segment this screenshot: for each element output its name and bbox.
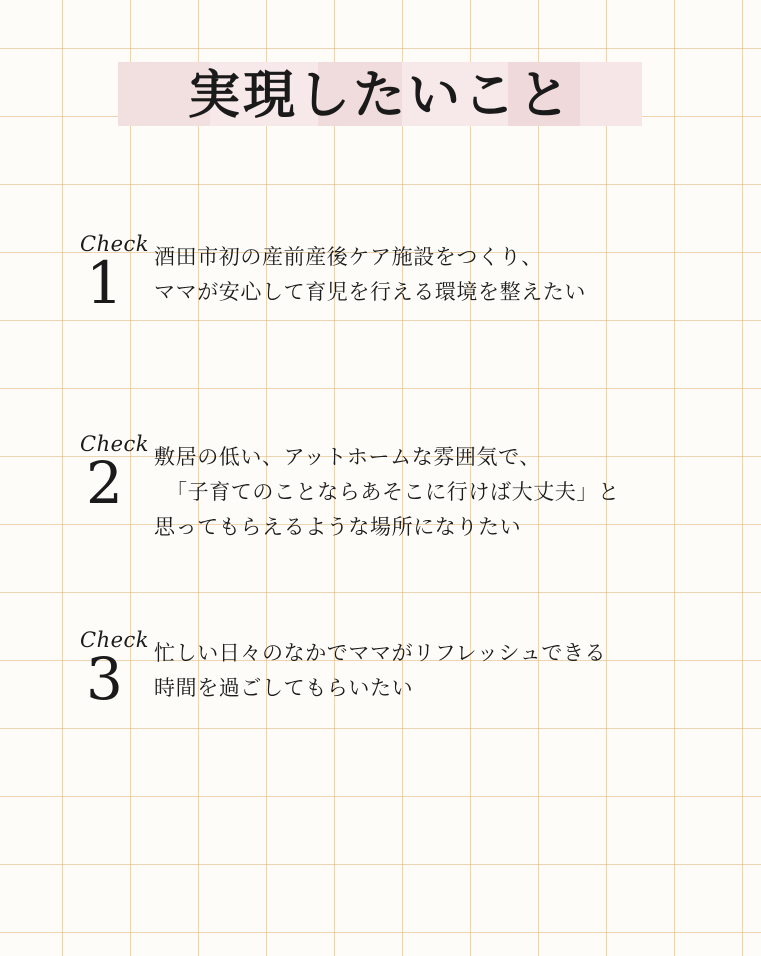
title-block [0,62,761,140]
check-label: Check [80,432,150,456]
check-label: Check [80,232,150,256]
check-text-line: 時間を過ごしてもらいたい [154,676,414,700]
check-text-line: ママが安心して育児を行える環境を整えたい [154,280,586,304]
check-number: 3 [86,645,123,713]
check-marker [78,232,154,317]
check-text-line: 忙しい日々のなかでママがリフレッシュできる [154,641,607,665]
check-text-line: 「子育てのことならあそこに行けば大丈夫」と [166,480,620,504]
check-text [154,240,720,310]
check-text-line: 酒田市初の産前産後ケア施設をつくり、 [154,245,543,269]
check-number: 2 [86,449,123,517]
check-text [154,440,720,545]
check-label: Check [80,628,150,652]
check-text-line: 敷居の低い、アットホームな雰囲気で、 [154,445,541,469]
check-text-line: 思ってもらえるような場所になりたい [154,515,522,539]
page-title: 実現したいこと [187,66,573,126]
check-number: 1 [86,249,123,317]
check-marker [78,628,154,713]
check-text [154,636,720,706]
check-marker [78,432,154,517]
